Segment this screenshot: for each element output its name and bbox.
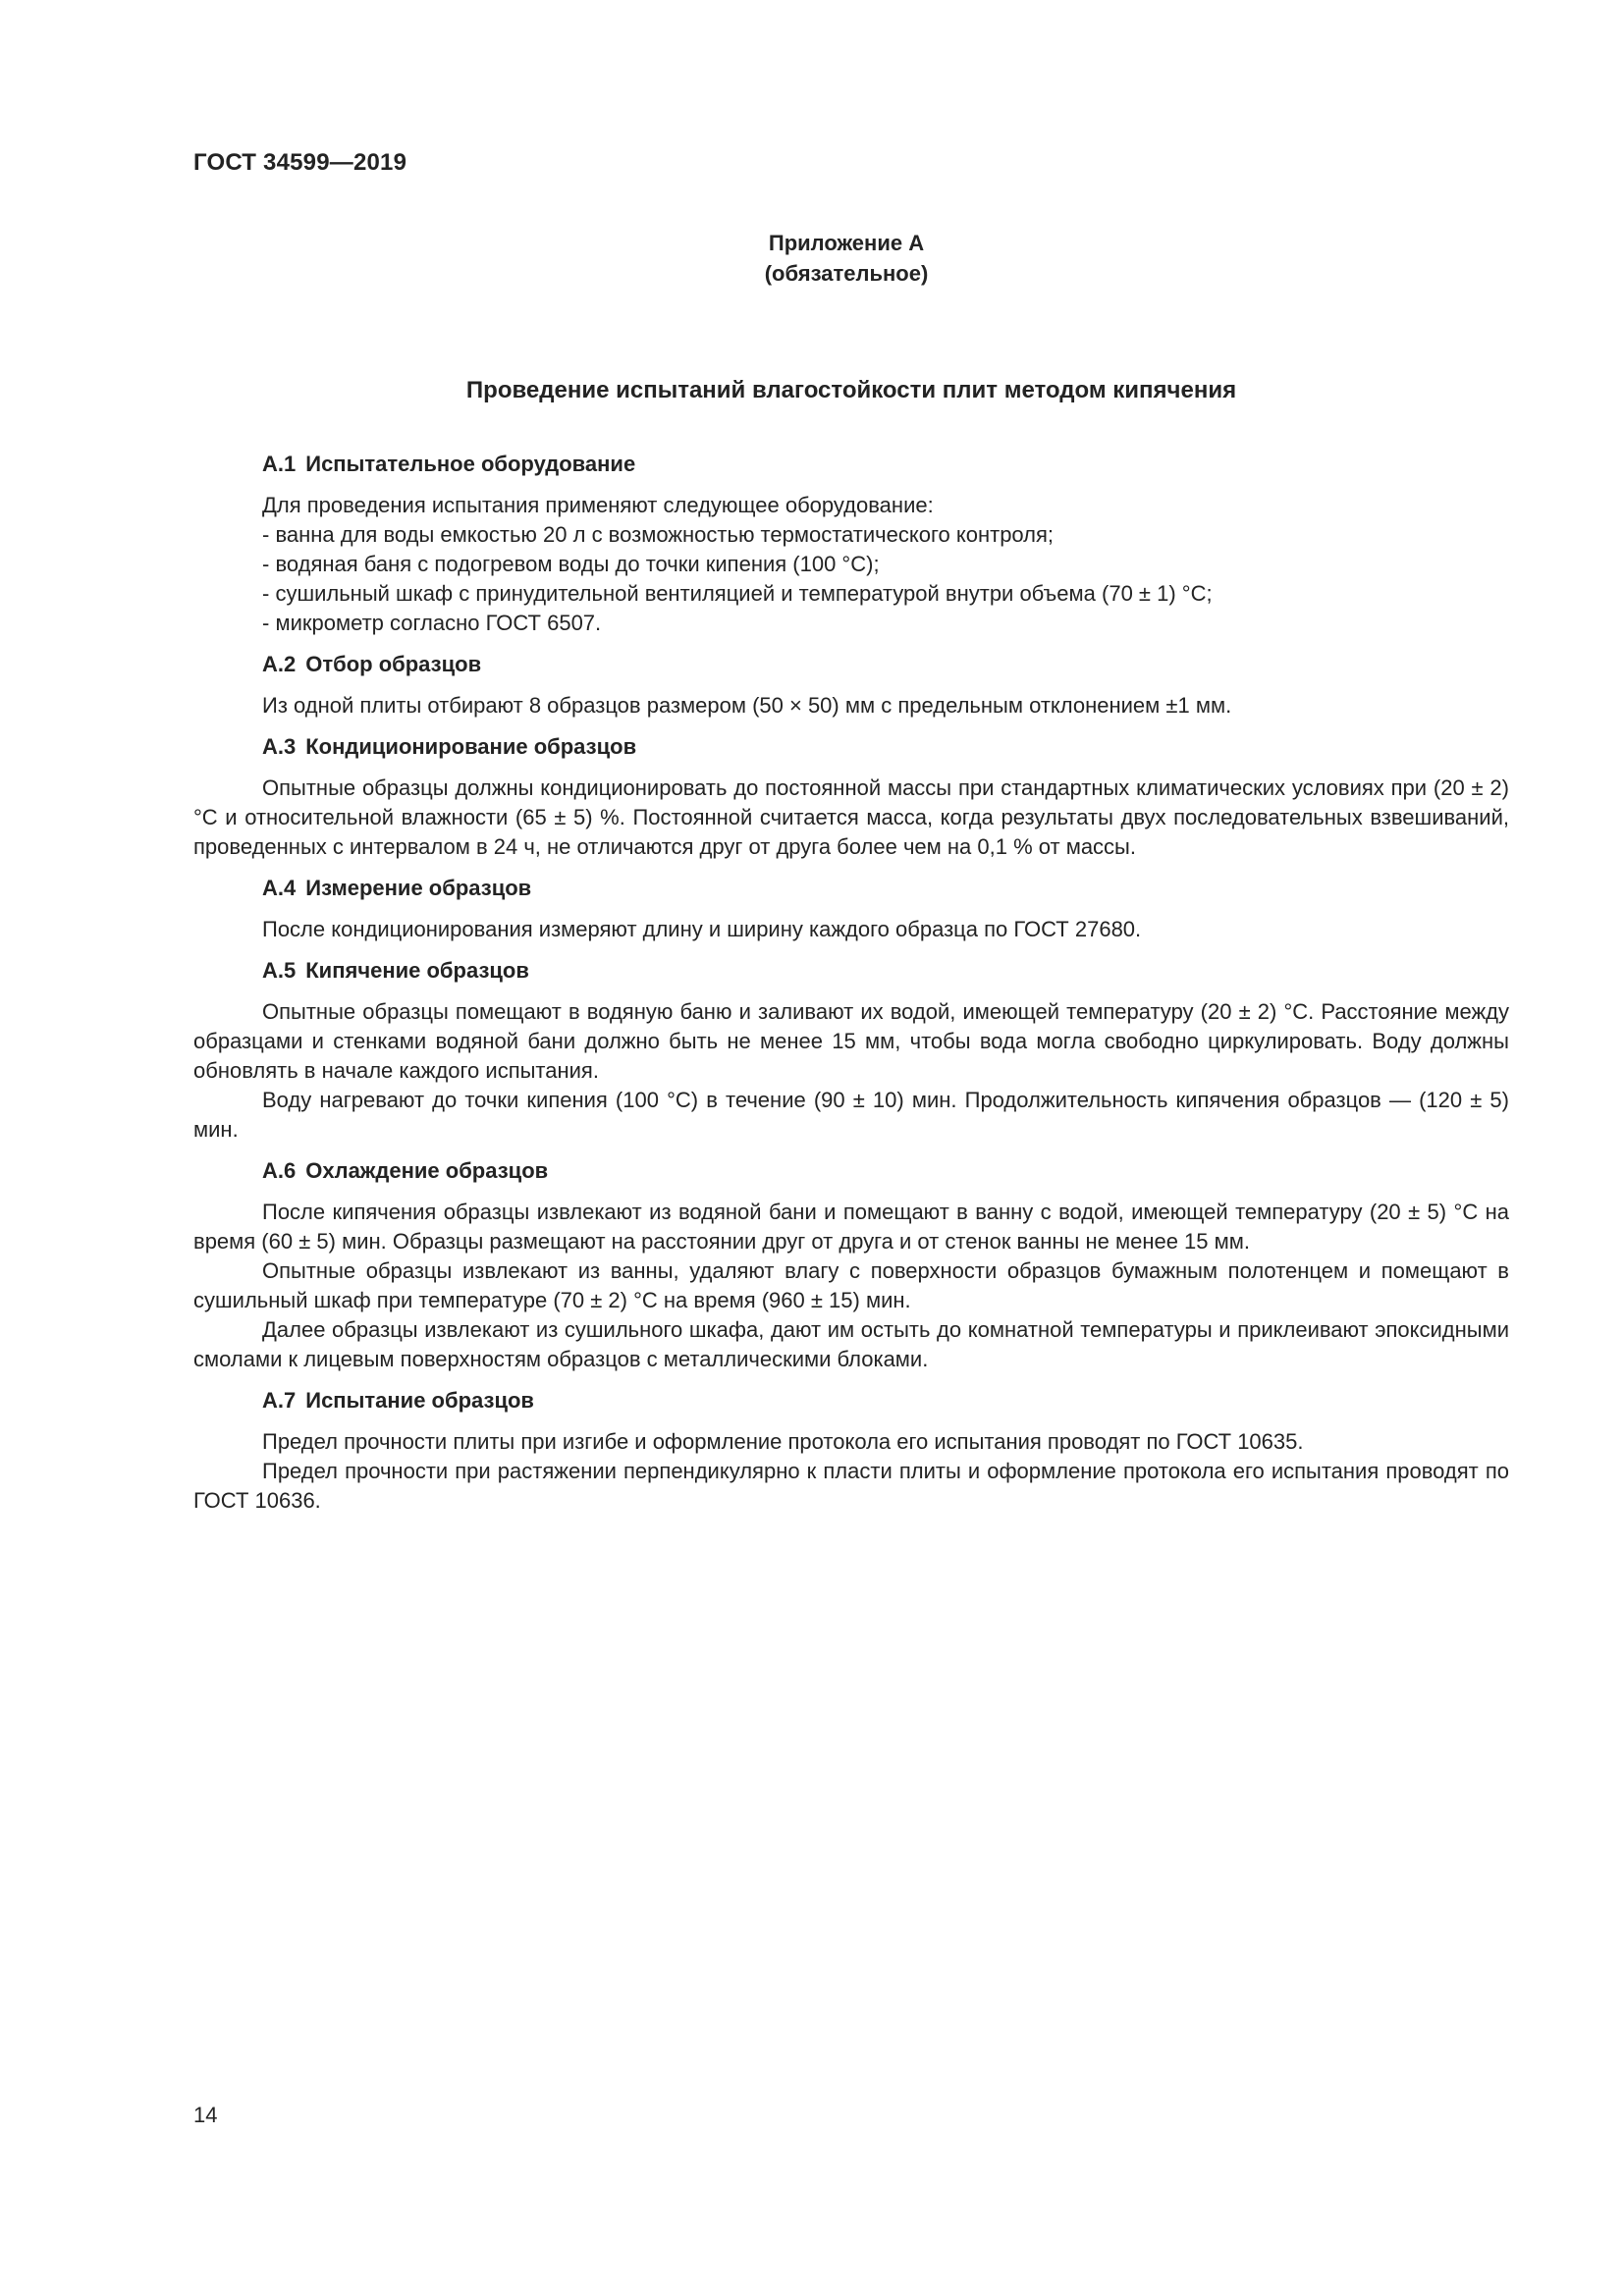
paragraph: Предел прочности плиты при изгибе и оформление протокола его испытания проводят по ГОСТ 10635. <box>262 1429 1304 1454</box>
paragraph: Далее образцы извлекают из сушильного шкафа, дают им остыть до комнатной температуры и приклеивают эпоксидными смолами к лицевым поверхностям образцов с металлическими блоками. <box>193 1317 1509 1371</box>
page-title: Проведение испытаний влагостойкости плит методом кипячения <box>465 377 1237 403</box>
section-heading <box>193 874 1509 903</box>
section-number: А.6 <box>262 1158 297 1183</box>
list-item: - сушильный шкаф с принудительной вентиляцией и температурой внутри объема (70 ± 1) °С; <box>262 581 1213 606</box>
list-intro: Для проведения испытания применяют следующее оборудование: <box>262 493 934 517</box>
section-number: А.7 <box>262 1388 297 1413</box>
paragraph: Из одной плиты отбирают 8 образцов размером (50 × 50) мм с предельным отклонением ±1 мм. <box>262 693 1232 718</box>
section-heading <box>193 650 1509 679</box>
list-item: - ванна для воды емкостью 20 л с возможностью термостатического контроля; <box>262 522 1055 547</box>
annex-label: Приложение А <box>768 231 925 255</box>
paragraph: Предел прочности при растяжении перпендикулярно к пласти плиты и оформление протокола его испытания проводят по ГОСТ 10636. <box>193 1459 1509 1513</box>
annex-heading <box>0 228 1624 289</box>
section-heading <box>193 956 1509 986</box>
section-heading-text: Измерение образцов <box>305 876 532 900</box>
section-heading-text: Кондиционирование образцов <box>305 734 637 759</box>
document-code: ГОСТ 34599—2019 <box>193 149 407 176</box>
section-number: А.3 <box>262 734 297 759</box>
annex-status: (обязательное) <box>764 261 929 286</box>
page-number: 14 <box>193 2103 218 2127</box>
list-item: - водяная баня с подогревом воды до точки кипения (100 °С); <box>262 552 880 576</box>
paragraph: После кипячения образцы извлекают из водяной бани и помещают в ванну с водой, имеющей температуру (20 ± 5) °С на время (60 ± 5) мин. Образцы размещают на расстоянии друг от друга и от стенок ванны не менее 15 мм. <box>193 1200 1509 1254</box>
paragraph: Воду нагревают до точки кипения (100 °С) в течение (90 ± 10) мин. Продолжительность кипячения образцов — (120 ± 5) мин. <box>193 1088 1509 1142</box>
section-heading <box>193 450 1509 479</box>
section-heading-text: Кипячение образцов <box>305 958 529 983</box>
section-number: А.4 <box>262 876 297 900</box>
section-heading <box>193 732 1509 762</box>
paragraph: Опытные образцы помещают в водяную баню и заливают их водой, имеющей температуру (20 ± 2) °С. Расстояние между образцами и стенками водяной бани должно быть не менее 15 мм, чтобы вода могла свободно циркулировать. Воду должны обновлять в начале каждого испытания. <box>193 999 1509 1083</box>
paragraph: После кондиционирования измеряют длину и ширину каждого образца по ГОСТ 27680. <box>262 917 1142 941</box>
paragraph: Опытные образцы должны кондиционировать до постоянной массы при стандартных климатических условиях при (20 ± 2) °С и относительной влажности (65 ± 5) %. Постоянной считается масса, когда результаты двух последовательных взвешиваний, проведенных с интервалом в 24 ч, не отличаются друг от друга более чем на 0,1 % от массы. <box>193 775 1509 859</box>
section-heading <box>193 1156 1509 1186</box>
section-heading-text: Охлаждение образцов <box>305 1158 549 1183</box>
section-heading-text: Отбор образцов <box>305 652 482 676</box>
section-number: А.5 <box>262 958 297 983</box>
document-body <box>193 450 1509 1516</box>
list-item: - микрометр согласно ГОСТ 6507. <box>262 611 602 635</box>
section-number: А.2 <box>262 652 297 676</box>
section-heading-text: Испытание образцов <box>305 1388 534 1413</box>
section-heading-text: Испытательное оборудование <box>305 452 636 476</box>
section-heading <box>193 1386 1509 1415</box>
section-number: А.1 <box>262 452 297 476</box>
paragraph: Опытные образцы извлекают из ванны, удаляют влагу с поверхности образцов бумажным полотенцем и помещают в сушильный шкаф при температуре (70 ± 2) °С на время (960 ± 15) мин. <box>193 1258 1509 1312</box>
